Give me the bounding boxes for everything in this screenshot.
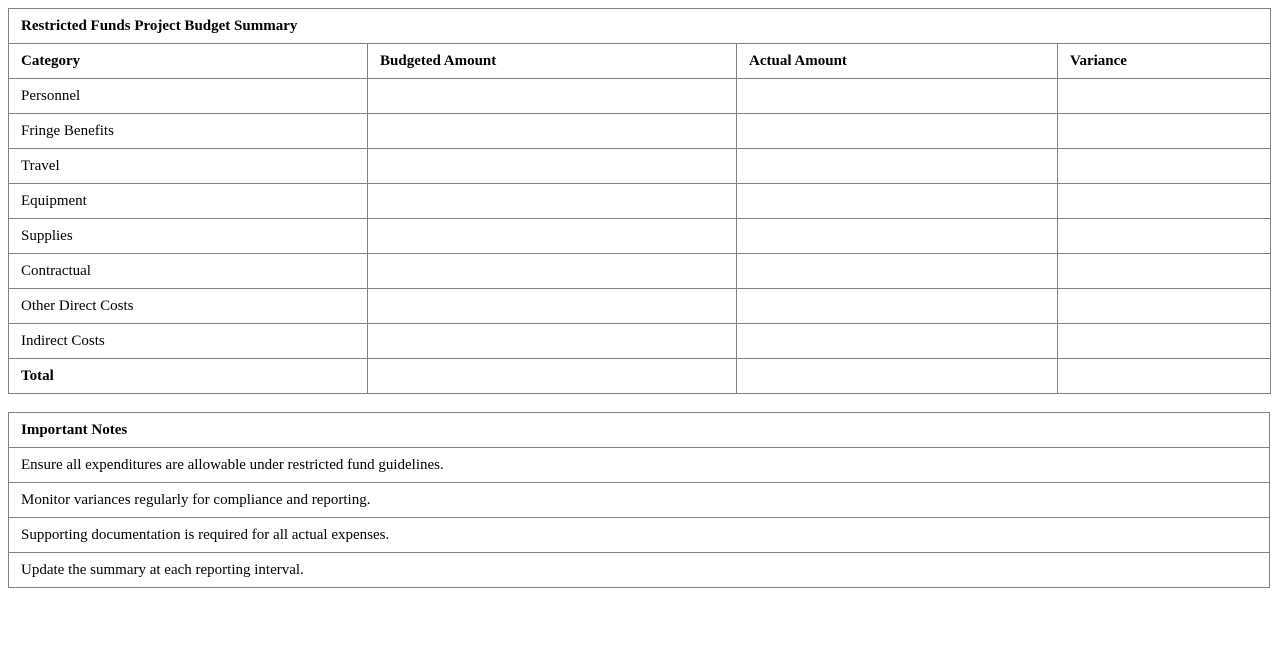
notes-title: Important Notes bbox=[9, 413, 1270, 448]
list-item bbox=[9, 483, 1270, 518]
table-row bbox=[9, 324, 1271, 359]
category-cell: Equipment bbox=[9, 184, 368, 219]
category-cell: Contractual bbox=[9, 254, 368, 289]
actual-amount-cell[interactable] bbox=[737, 289, 1058, 324]
category-cell: Travel bbox=[9, 149, 368, 184]
actual-amount-cell[interactable] bbox=[737, 79, 1058, 114]
budgeted-amount-cell[interactable] bbox=[368, 219, 737, 254]
list-item bbox=[9, 448, 1270, 483]
note-text: Monitor variances regularly for compliance and reporting. bbox=[9, 483, 1270, 518]
important-notes-table bbox=[8, 412, 1270, 588]
budgeted-amount-cell[interactable] bbox=[368, 324, 737, 359]
variance-cell[interactable] bbox=[1058, 79, 1271, 114]
table-row bbox=[9, 254, 1271, 289]
column-header-budgeted-amount: Budgeted Amount bbox=[368, 44, 737, 79]
actual-amount-cell[interactable] bbox=[737, 184, 1058, 219]
category-cell: Supplies bbox=[9, 219, 368, 254]
budgeted-total-cell[interactable] bbox=[368, 359, 737, 394]
variance-cell[interactable] bbox=[1058, 219, 1271, 254]
table-row bbox=[9, 79, 1271, 114]
variance-total-cell[interactable] bbox=[1058, 359, 1271, 394]
budgeted-amount-cell[interactable] bbox=[368, 149, 737, 184]
budget-title-row bbox=[9, 9, 1271, 44]
budget-header-row bbox=[9, 44, 1271, 79]
actual-amount-cell[interactable] bbox=[737, 149, 1058, 184]
note-text: Supporting documentation is required for all actual expenses. bbox=[9, 518, 1270, 553]
actual-amount-cell[interactable] bbox=[737, 254, 1058, 289]
variance-cell[interactable] bbox=[1058, 184, 1271, 219]
category-cell: Personnel bbox=[9, 79, 368, 114]
note-text: Ensure all expenditures are allowable under restricted fund guidelines. bbox=[9, 448, 1270, 483]
list-item bbox=[9, 553, 1270, 588]
budgeted-amount-cell[interactable] bbox=[368, 114, 737, 149]
actual-total-cell[interactable] bbox=[737, 359, 1058, 394]
column-header-actual-amount: Actual Amount bbox=[737, 44, 1058, 79]
variance-cell[interactable] bbox=[1058, 324, 1271, 359]
budget-summary-table bbox=[8, 8, 1271, 394]
table-row bbox=[9, 114, 1271, 149]
notes-title-row bbox=[9, 413, 1270, 448]
budgeted-amount-cell[interactable] bbox=[368, 289, 737, 324]
actual-amount-cell[interactable] bbox=[737, 219, 1058, 254]
budgeted-amount-cell[interactable] bbox=[368, 79, 737, 114]
category-cell: Other Direct Costs bbox=[9, 289, 368, 324]
budget-table-title: Restricted Funds Project Budget Summary bbox=[9, 9, 1271, 44]
budgeted-amount-cell[interactable] bbox=[368, 184, 737, 219]
table-row bbox=[9, 149, 1271, 184]
list-item bbox=[9, 518, 1270, 553]
budgeted-amount-cell[interactable] bbox=[368, 254, 737, 289]
category-cell: Indirect Costs bbox=[9, 324, 368, 359]
column-header-category: Category bbox=[9, 44, 368, 79]
table-row bbox=[9, 289, 1271, 324]
table-row bbox=[9, 219, 1271, 254]
actual-amount-cell[interactable] bbox=[737, 114, 1058, 149]
total-label-cell: Total bbox=[9, 359, 368, 394]
actual-amount-cell[interactable] bbox=[737, 324, 1058, 359]
table-row bbox=[9, 184, 1271, 219]
category-cell: Fringe Benefits bbox=[9, 114, 368, 149]
note-text: Update the summary at each reporting interval. bbox=[9, 553, 1270, 588]
total-row bbox=[9, 359, 1271, 394]
variance-cell[interactable] bbox=[1058, 254, 1271, 289]
variance-cell[interactable] bbox=[1058, 289, 1271, 324]
variance-cell[interactable] bbox=[1058, 149, 1271, 184]
column-header-variance: Variance bbox=[1058, 44, 1271, 79]
variance-cell[interactable] bbox=[1058, 114, 1271, 149]
